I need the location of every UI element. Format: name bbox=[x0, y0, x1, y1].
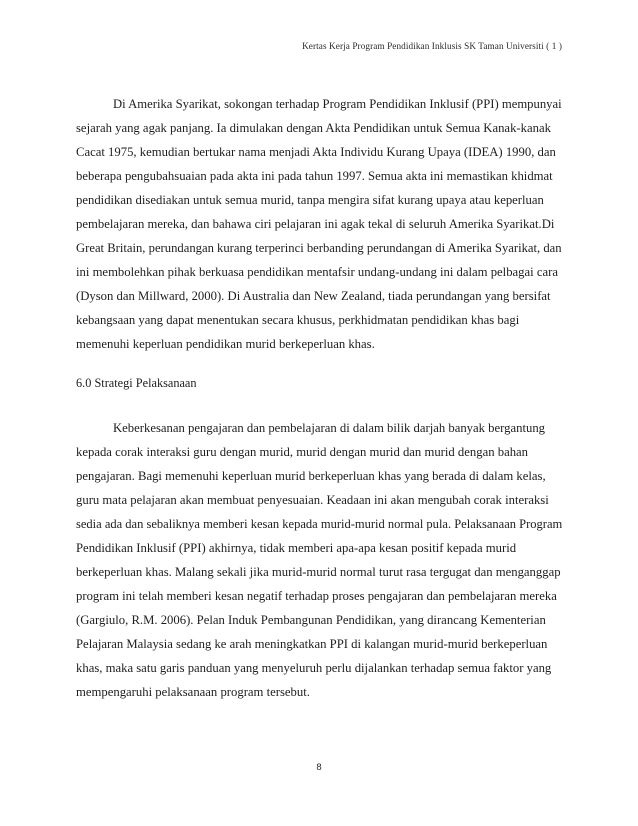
section-heading: 6.0 Strategi Pelaksanaan bbox=[76, 376, 197, 390]
text-line: memenuhi keperluan pendidikan murid berkeperluan khas. bbox=[76, 337, 375, 351]
text-line: Pelajaran Malaysia sedang ke arah meningkatkan PPI di kalangan murid-murid berkeperluan bbox=[76, 637, 548, 651]
text-line: Cacat 1975, kemudian bertukar nama menjadi Akta Individu Kurang Upaya (IDEA) 1990, dan bbox=[76, 145, 556, 159]
text-line: sedia ada dan sebaliknya memberi kesan kepada murid-murid normal pula. Pelaksanaan Program bbox=[76, 517, 563, 531]
text-line: ini membolehkan pihak berkuasa pendidikan mentafsir undang-undang ini dalam pelbagai cara bbox=[76, 265, 558, 279]
text-line: berkeperluan khas. Malang sekali jika murid-murid normal turut rasa tergugat dan menganggap bbox=[76, 565, 561, 579]
text-line: Keberkesanan pengajaran dan pembelajaran di dalam bilik darjah banyak bergantung bbox=[113, 421, 546, 435]
text-line: sejarah yang agak panjang. Ia dimulakan dengan Akta Pendidikan untuk Semua Kanak-kanak bbox=[76, 121, 551, 135]
text-line: Great Britain, perundangan kurang terperinci berbanding perundangan di Amerika Syarikat, dan bbox=[76, 241, 562, 255]
text-line: pendidikan disediakan untuk semua murid, tanpa mengira sifat kurang upaya atau keperluan bbox=[76, 193, 544, 207]
text-line: Di Amerika Syarikat, sokongan terhadap Program Pendidikan Inklusif (PPI) mempunyai bbox=[113, 97, 562, 111]
running-header: Kertas Kerja Program Pendidikan Inklusis SK Taman Universiti ( 1 ) bbox=[302, 41, 562, 51]
text-line: kebangsaan yang dapat menentukan secara khusus, perkhidmatan pendidikan khas bagi bbox=[76, 313, 520, 327]
text-line: beberapa pengubahsuaian pada akta ini pada tahun 1997. Semua akta ini memastikan khidmat bbox=[76, 169, 553, 183]
text-line: pembelajaran mereka, dan bahawa ciri pelajaran ini agak tekal di seluruh Amerika Syarikat.Di bbox=[76, 217, 555, 231]
text-line: guru mata pelajaran akan membuat penyesuaian. Keadaan ini akan mengubah corak interaksi bbox=[76, 493, 549, 507]
text-line: (Dyson dan Millward, 2000). Di Australia dan New Zealand, tiada perundangan yang bersifat bbox=[76, 289, 551, 303]
text-line: program ini telah memberi kesan negatif terhadap proses pengajaran dan pembelajaran mereka bbox=[76, 589, 557, 603]
text-line: (Gargiulo, R.M. 2006). Pelan Induk Pembangunan Pendidikan, yang dirancang Kementerian bbox=[76, 613, 546, 627]
page-number: 8 bbox=[316, 762, 322, 773]
text-line: kepada corak interaksi guru dengan murid, murid dengan murid dan murid dengan bahan bbox=[76, 445, 529, 459]
text-line: khas, maka satu garis panduan yang menyeluruh perlu dijalankan terhadap semua faktor yang bbox=[76, 661, 552, 675]
text-line: mempengaruhi pelaksanaan program tersebut. bbox=[76, 685, 310, 699]
text-line: Pendidikan Inklusif (PPI) akhirnya, tidak memberi apa-apa kesan positif kepada murid bbox=[76, 541, 517, 555]
text-line: pengajaran. Bagi memenuhi keperluan murid berkeperluan khas yang berada di dalam kelas, bbox=[76, 469, 546, 483]
